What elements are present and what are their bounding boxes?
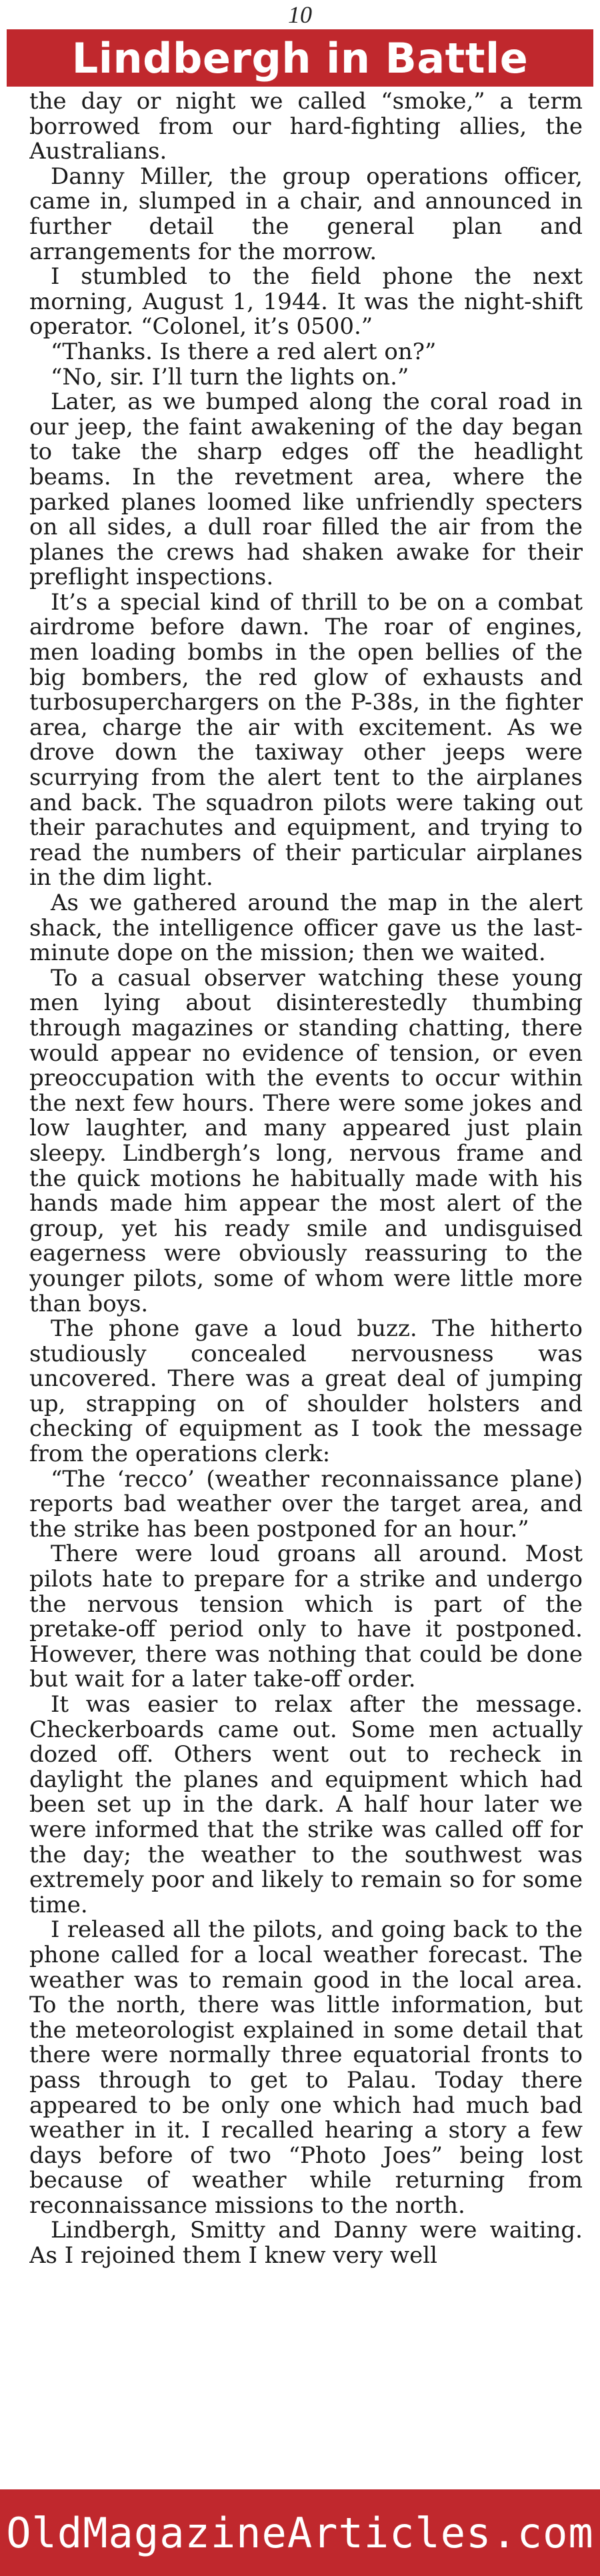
paragraph: The phone gave a loud buzz. The hitherto studiously concealed nervousness was uncovered. There was a great deal of jumping up, strapping on of shoulder holsters and checking of equipment as I took the message from the operations clerk: <box>29 1315 583 1468</box>
paragraph: As we gathered around the map in the alert shack, the intelligence officer gave us the last-minute dope on the mission; then we waited. <box>29 890 583 967</box>
paragraph: the day or night we called “smoke,” a term borrowed from our hard-fighting allies, the Australians. <box>29 89 583 165</box>
site-brand: OldMagazineArticles.com <box>6 2508 594 2557</box>
page-number: 10 <box>288 1 312 28</box>
paragraph: “No, sir. I’ll turn the lights on.” <box>51 363 409 390</box>
paragraph: “The ‘recco’ (weather reconnaissance plane) reports bad weather over the target area, and the strike has been postponed for an hour.” <box>29 1465 583 1543</box>
paragraph: Later, as we bumped along the coral road in our jeep, the faint awakening of the day began to take the sharp edges off the headlight beams. In the revetment area, where the parked planes loomed like unfriendly specters on all sides, a dull roar filled the air from the planes the crews had shaken awake for their preflight inspections. <box>29 388 583 591</box>
paragraph: There were loud groans all around. Most pilots hate to prepare for a strike and undergo the nervous tension which is part of the pretake-off period only to have it postponed. However, there was nothing that could be done but wait for a later take-off order. <box>29 1541 583 1693</box>
paragraph: To a casual observer watching these young men lying about disinterestedly thumbing through magazines or standing chatting, there would appear no evidence of tension, or even preoccupation with the events to occur within the next few hours. There were some jokes and low laughter, and many appeared just plain sleepy. Lindbergh’s long, nervous frame and the quick motions he habitually made with his hands made him appear the most alert of the group, yet his ready smile and undisguised eagerness were obviously reassuring to the younger pilots, some of whom were little more than boys. <box>29 964 583 1317</box>
title-banner <box>7 29 593 87</box>
paragraph: “Thanks. Is there a red alert on?” <box>51 338 437 365</box>
paragraph: Lindbergh, Smitty and Danny were waiting. As I rejoined them I knew very well <box>29 2217 583 2269</box>
paragraph: Danny Miller, the group operations officer, came in, slumped in a chair, and announced in further detail the general plan and arrangements for the morrow. <box>29 163 583 265</box>
article-title: Lindbergh in Battle <box>71 33 529 83</box>
article-body <box>29 89 583 2475</box>
paragraph: I released all the pilots, and going back to the phone called for a local weather forecast. The weather was to remain good in the local area. To the north, there was little information, but the meteorologist explained in some detail that there were normally three equatorial fronts to pass through to get to Palau. Today there appeared to be only one which had much bad weather in it. I recalled hearing a story a few days before of two “Photo Joes” being lost because of weather while returning from reconnaissance missions to the north. <box>29 1916 583 2219</box>
footer-banner <box>0 2489 600 2576</box>
paragraph: It was easier to relax after the message. Checkerboards came out. Some men actually dozed off. Others went out to recheck in daylight the planes and equipment which had been set up in the dark. A half hour later we were informed that the strike was called off for the day; the weather to the southwest was extremely poor and likely to remain so for some time. <box>29 1691 583 1918</box>
paragraph: It’s a special kind of thrill to be on a combat airdrome before dawn. The roar of engines, men loading bombs in the open bellies of the big bombers, the red glow of exhausts and turbosuperchargers on the P-38s, in the fighter area, charge the air with excitement. As we drove down the taxiway other jeeps were scurrying from the alert tent to the airplanes and back. The squadron pilots were taking out their parachutes and equipment, and trying to read the numbers of their particular airplanes in the dim light. <box>29 588 583 892</box>
paragraph: I stumbled to the field phone the next morning, August 1, 1944. It was the night-shift operator. “Colonel, it’s 0500.” <box>29 263 583 340</box>
